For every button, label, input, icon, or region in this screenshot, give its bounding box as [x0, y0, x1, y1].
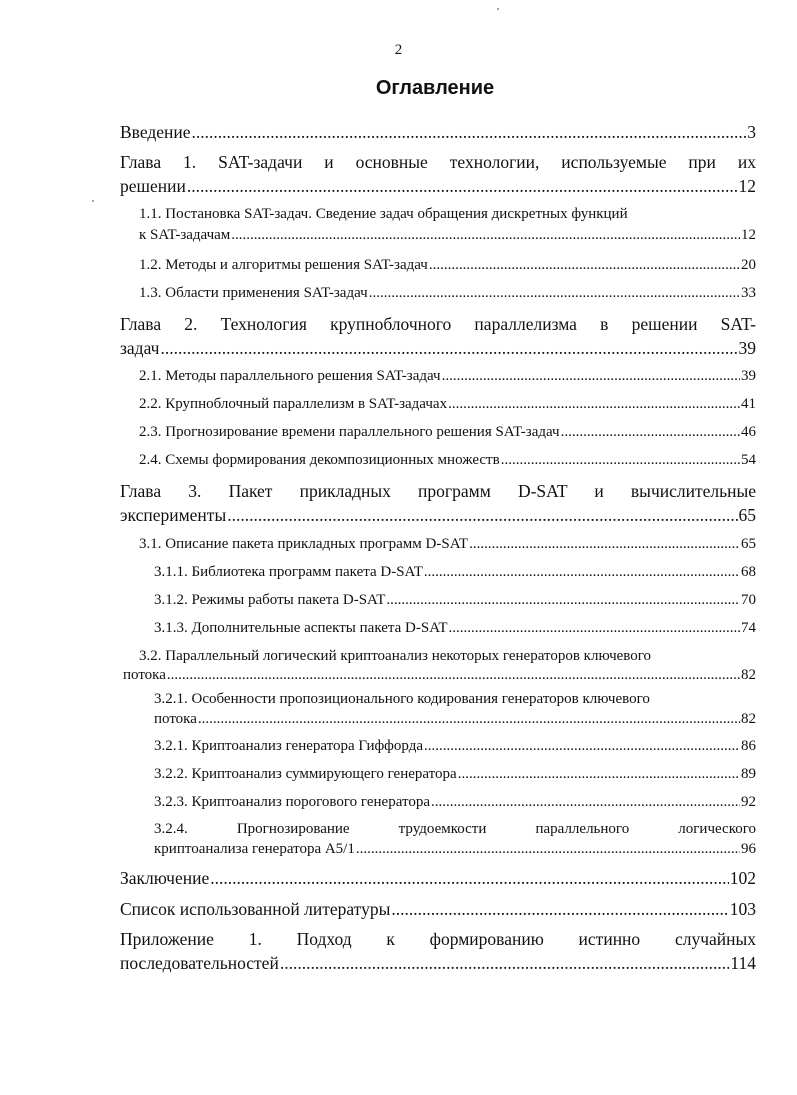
toc-entry-chapter-1[interactable]: [120, 152, 756, 200]
toc-entry-title: Глава 3. Пакет прикладных программ D-SAT и вычислительные: [120, 481, 756, 501]
toc-entry-page: 70: [741, 592, 756, 608]
toc-entry-title: Заключение: [120, 868, 210, 888]
dot-leader: [469, 536, 740, 553]
toc-entry-2-4[interactable]: [139, 452, 756, 473]
toc-entry-title: 3.1.1. Библиотека программ пакета D-SAT: [154, 564, 423, 580]
toc-entry-title: 3.2.3. Криптоанализ порогового генератора: [154, 794, 430, 810]
toc-entry-page: 39: [741, 368, 756, 384]
toc-entry-title-cont: решении: [120, 176, 186, 196]
toc-entry-title: 1.1. Постановка SAT-задач. Сведение задач обращения дискретных функций: [139, 206, 628, 222]
dot-leader: [192, 122, 747, 143]
toc-entry-intro[interactable]: [120, 122, 756, 144]
toc-entry-page: 65: [738, 505, 756, 525]
dot-leader: [231, 227, 740, 244]
dot-leader: [391, 899, 728, 920]
toc-entry-page: 82: [741, 667, 756, 683]
toc-entry-title-cont: потока: [123, 667, 166, 683]
dot-leader: [442, 368, 740, 385]
toc-entry-3-2-4[interactable]: [154, 821, 756, 863]
toc-entry-title: 3.2.2. Криптоанализ суммирующего генератора: [154, 766, 457, 782]
dot-leader: [561, 424, 740, 441]
toc-entry-title: 2.2. Крупноблочный параллелизм в SAT-задачах: [139, 396, 448, 412]
dot-leader: [424, 564, 740, 581]
toc-entry-3-1-2[interactable]: [154, 592, 756, 613]
toc-entry-title: 1.3. Области применения SAT-задач: [139, 285, 368, 301]
dot-leader: [198, 711, 740, 728]
toc-entry-page: 12: [738, 176, 756, 196]
toc-entry-conclusion[interactable]: [120, 868, 756, 890]
toc-entry-title-cont: последовательностей: [120, 953, 279, 973]
toc-entry-3-2-3[interactable]: [154, 794, 756, 815]
dot-leader: [448, 396, 740, 413]
toc-entry-page: 65: [741, 536, 756, 552]
toc-entry-title: 2.4. Схемы формирования декомпозиционных множеств: [139, 452, 500, 468]
toc-entry-title: 3.2. Параллельный логический криптоанализ некоторых генераторов ключевого: [139, 648, 652, 664]
dot-leader: [167, 667, 740, 684]
toc-entry-title: 1.2. Методы и алгоритмы решения SAT-задач: [139, 257, 428, 273]
toc-entry-page: 74: [741, 620, 756, 636]
dot-leader: [449, 620, 740, 637]
toc-entry-2-3[interactable]: [139, 424, 756, 445]
page-number: 2: [394, 42, 403, 58]
toc-entry-3-2-1-gifford[interactable]: [154, 738, 756, 759]
dot-leader: [501, 452, 740, 469]
toc-entry-title: 3.2.4. Прогнозирование трудоемкости параллельного логического: [154, 821, 756, 837]
toc-entry-page: 39: [738, 338, 756, 358]
toc-entry-3-1-3[interactable]: [154, 620, 756, 641]
toc-entry-3-2[interactable]: [123, 648, 756, 690]
toc-entry-2-2[interactable]: [139, 396, 756, 417]
toc-entry-1-3[interactable]: [139, 285, 756, 306]
dot-leader: [160, 338, 737, 359]
dot-leader: [369, 285, 740, 302]
toc-entry-page: 82: [741, 711, 756, 727]
toc-entry-page: 68: [741, 564, 756, 580]
dot-leader: [429, 257, 740, 274]
toc-entry-title: Приложение 1. Подход к формированию истинно случайных: [120, 929, 756, 949]
toc-entry-page: 89: [741, 766, 756, 782]
toc-entry-title: 3.2.1. Особенности пропозиционального кодирования генераторов ключевого: [154, 691, 650, 707]
scan-speck: [92, 200, 94, 202]
toc-entry-page: 41: [741, 396, 756, 412]
toc-entry-title-cont: потока: [154, 711, 197, 727]
dot-leader: [386, 592, 740, 609]
toc-entry-page: 46: [741, 424, 756, 440]
toc-entry-title: Глава 2. Технология крупноблочного параллелизма в решении SAT-: [120, 314, 756, 334]
dot-leader: [280, 953, 730, 974]
toc-entry-3-1-1[interactable]: [154, 564, 756, 585]
dot-leader: [356, 841, 740, 858]
toc-entry-title-cont: криптоанализа генератора A5/1: [154, 841, 355, 857]
toc-entry-2-1[interactable]: [139, 368, 756, 389]
toc-entry-title: 2.3. Прогнозирование времени параллельного решения SAT-задач: [139, 424, 560, 440]
toc-entry-page: 102: [729, 868, 756, 888]
toc-entry-appendix-1[interactable]: [120, 929, 756, 977]
dot-leader: [187, 176, 738, 197]
toc-entry-page: 20: [741, 257, 756, 273]
toc-entry-title-cont: эксперименты: [120, 505, 227, 525]
toc-entry-page: 92: [741, 794, 756, 810]
dot-leader: [424, 738, 740, 755]
toc-entry-chapter-3[interactable]: [120, 481, 756, 529]
toc-entry-chapter-2[interactable]: [120, 314, 756, 362]
toc-entry-page: 54: [741, 452, 756, 468]
dot-leader: [227, 505, 737, 526]
toc-entry-title: 3.1. Описание пакета прикладных программ D-SAT: [139, 536, 469, 552]
toc-entry-title: Глава 1. SAT-задачи и основные технологии, используемые при их: [120, 152, 756, 172]
dot-leader: [458, 766, 740, 783]
toc-entry-page: 33: [741, 285, 756, 301]
toc-entry-title: 3.2.1. Криптоанализ генератора Гиффорда: [154, 738, 423, 754]
dot-leader: [210, 868, 729, 889]
toc-entry-page: 12: [741, 227, 756, 243]
toc-entry-page: 96: [741, 841, 756, 857]
dot-leader: [431, 794, 740, 811]
toc-entry-title-cont: к SAT-задачам: [139, 227, 231, 243]
toc-entry-title: Введение: [120, 122, 191, 142]
toc-entry-title: 3.1.3. Дополнительные аспекты пакета D-SAT: [154, 620, 448, 636]
toc-entry-3-2-2[interactable]: [154, 766, 756, 787]
toc-entry-title: Список использованной литературы: [120, 899, 391, 919]
toc-entry-title: 2.1. Методы параллельного решения SAT-задач: [139, 368, 441, 384]
toc-entry-1-2[interactable]: [139, 257, 756, 278]
toc-entry-1-1[interactable]: [139, 206, 756, 248]
scan-speck: [497, 8, 499, 10]
toc-entry-page: 86: [741, 738, 756, 754]
toc-entry-page: 103: [729, 899, 756, 919]
toc-entry-3-2-1-encoding[interactable]: [154, 691, 756, 733]
toc-entry-page: 3: [747, 122, 756, 142]
toc-title: Оглавление: [375, 77, 495, 99]
toc-entry-references[interactable]: [120, 899, 756, 921]
toc-entry-3-1[interactable]: [139, 536, 756, 557]
toc-entry-page: 114: [730, 953, 756, 973]
toc-entry-title-cont: задач: [120, 338, 160, 358]
toc-entry-title: 3.1.2. Режимы работы пакета D-SAT: [154, 592, 386, 608]
